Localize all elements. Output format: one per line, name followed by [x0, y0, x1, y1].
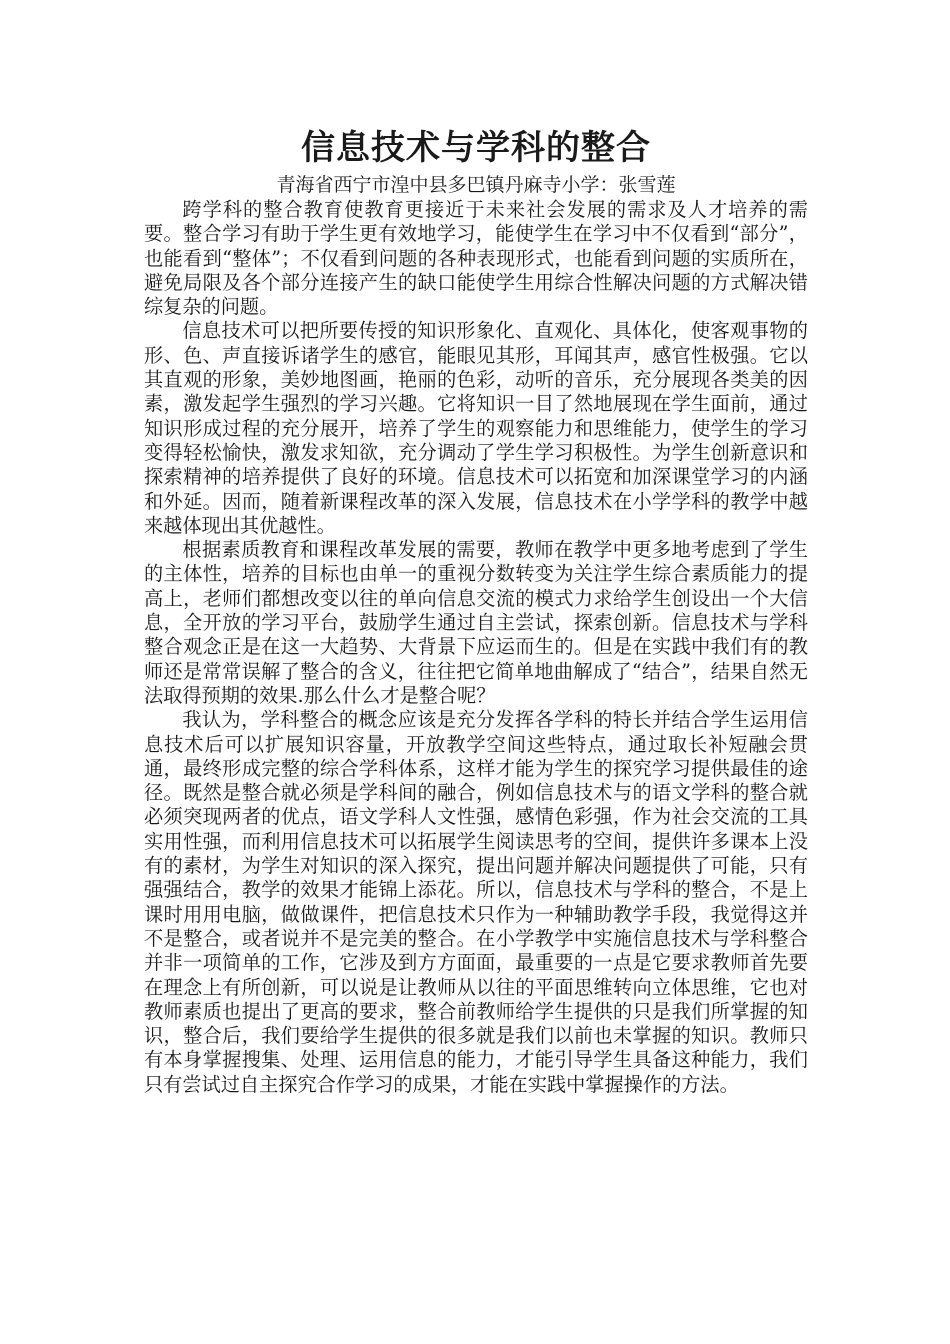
document-title: 信息技术与学科的整合: [301, 128, 651, 168]
paragraph-2: 信息技术可以把所要传授的知识形象化、直观化、具体化，使客观事物的形、色、声直接诉诸学生的感官，能眼见其形，耳闻其声，感官性极强。它以其直观的形象，美妙地图画，艳丽的色彩，动听的音乐，充分展现各类美的因素，激发起学生强烈的学习兴趣。它将知识一目了然地展现在学生面前，通过知识形成过程的充分展开，培养了学生的观察能力和思维能力，使学生的学习变得轻松愉快，激发求知欲，充分调动了学生学习积极性。为学生创新意识和探索精神的培养提供了良好的环境。信息技术可以拓宽和加深课堂学习的内涵和外延。因而，随着新课程改革的深入发展，信息技术在小学学科的教学中越来越体现出其优越性。: [144, 319, 808, 537]
document-body: [144, 198, 808, 1097]
document-author: 青海省西宁市湟中县多巴镇丹麻寺小学：张雪莲: [276, 174, 676, 196]
paragraph-1: 跨学科的整合教育使教育更接近于未来社会发展的需求及人才培养的需要。整合学习有助于学生更有效地学习，能使学生在学习中不仅看到“部分”，也能看到“整体”；不仅看到问题的各种表现形式，也能看到问题的实质所在，避免局限及各个部分连接产生的缺口能使学生用综合性解决问题的方式解决错综复杂的问题。: [144, 198, 808, 319]
paragraph-4: 我认为，学科整合的概念应该是充分发挥各学科的特长并结合学生运用信息技术后可以扩展知识容量，开放教学空间这些特点，通过取长补短融会贯通，最终形成完整的综合学科体系，这样才能为学生的探究学习提供最佳的途径。既然是整合就必须是学科间的融合，例如信息技术与的语文学科的整合就必须突现两者的优点，语文学科人文性强，感情色彩强，作为社会交流的工具实用性强，而利用信息技术可以拓展学生阅读思考的空间，提供许多课本上没有的素材，为学生对知识的深入探究，提出问题并解决问题提供了可能，只有强强结合，教学的效果才能锦上添花。所以，信息技术与学科的整合，不是上课时用用电脑，做做课件，把信息技术只作为一种辅助教学手段，我觉得这并不是整合，或者说并不是完美的整合。在小学教学中实施信息技术与学科整合并非一项简单的工作，它涉及到方方面面，最重要的一点是它要求教师首先要在理念上有所创新，可以说是让教师从以往的平面思维转向立体思维，它也对教师素质也提出了更高的要求，整合前教师给学生提供的只是我们所掌握的知识，整合后，我们要给学生提供的很多就是我们以前也未掌握的知识。教师只有本身掌握搜集、处理、运用信息的能力，才能引导学生具备这种能力，我们只有尝试过自主探究合作学习的成果，才能在实践中掌握操作的方法。: [144, 708, 808, 1096]
paragraph-3: 根据素质教育和课程改革发展的需要，教师在教学中更多地考虑到了学生的主体性，培养的目标也由单一的重视分数转变为关注学生综合素质能力的提高上，老师们都想改变以往的单向信息交流的模式力求给学生创设出一个大信息，全开放的学习平台，鼓励学生通过自主尝试，探索创新。信息技术与学科整合观念正是在这一大趋势、大背景下应运而生的。但是在实践中我们有的教师还是常常误解了整合的含义，往往把它简单地曲解成了“结合”，结果自然无法取得预期的效果.那么什么才是整合呢？: [144, 538, 808, 707]
document-page: [144, 0, 808, 1344]
